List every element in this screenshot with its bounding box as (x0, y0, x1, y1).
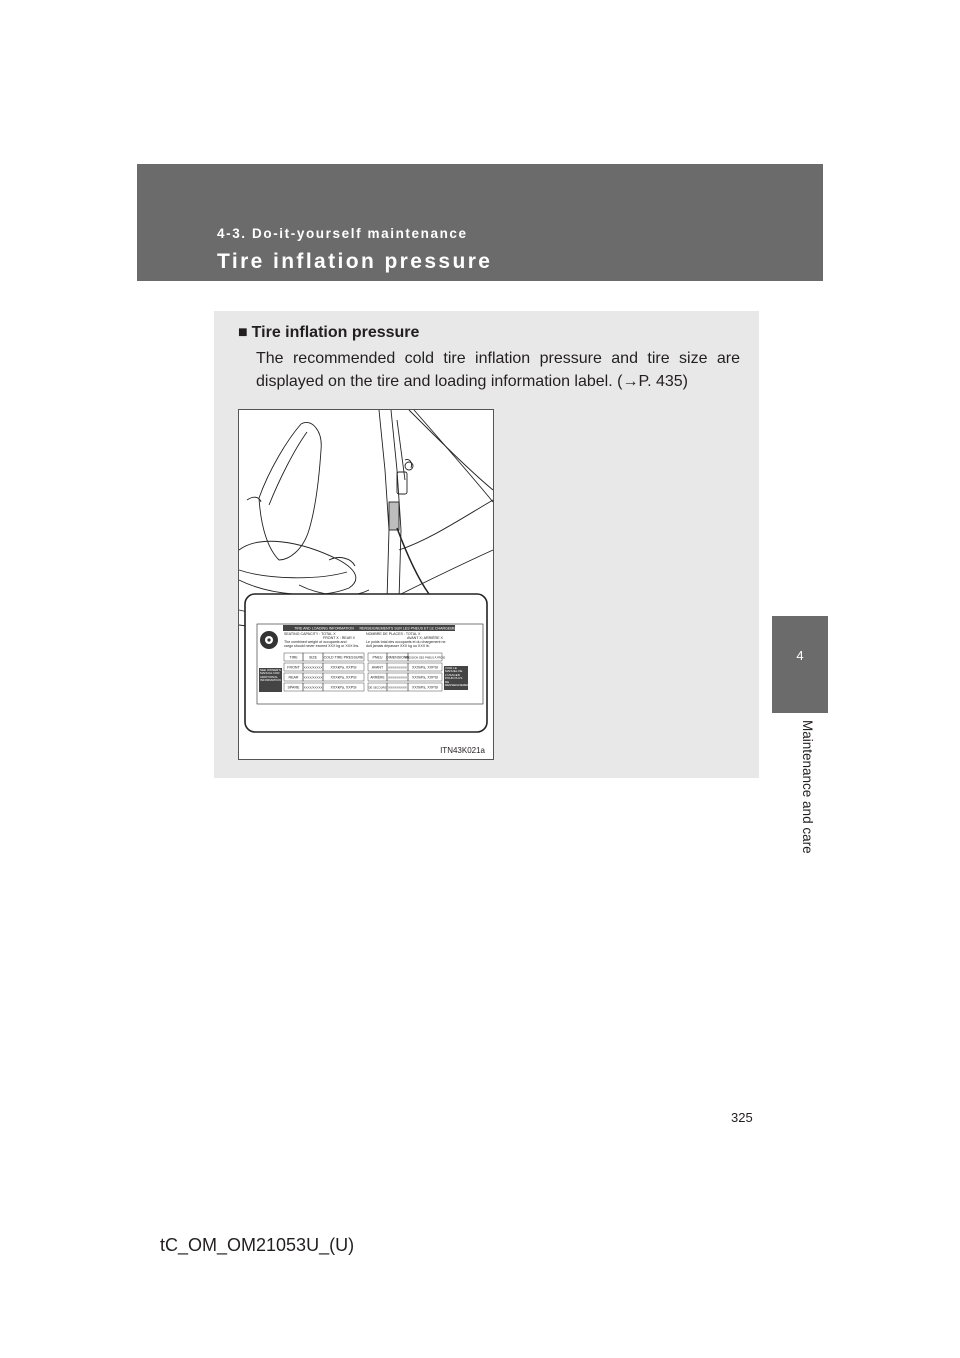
content-box (214, 311, 759, 778)
label-title-fr: RENSEIGNEMENTS SUR LES PNEUS ET LE CHARGEMENT (359, 626, 461, 631)
row-avant: AVANT (371, 665, 384, 670)
seating-fr-1: NOMBRE DE PLACES : TOTAL X (366, 632, 421, 636)
chapter-tab (772, 616, 828, 713)
hdr-pneu: PNEU (372, 655, 383, 660)
row-spare-pressure: XXXkPa, XXPSI (330, 685, 357, 690)
page-number: 325 (731, 1110, 753, 1125)
weight-en-2: cargo should never exceed XXX kg or XXX lbs. (284, 644, 360, 648)
row-rear-size: XXXX/XXXXX (303, 675, 323, 680)
row-spare-size: XXXX/XXXXX (303, 685, 323, 690)
subsection-heading (238, 324, 419, 342)
door-pillar-illustration (239, 410, 493, 759)
heading-marker: ■ (238, 324, 248, 341)
heading-text: Tire inflation pressure (251, 324, 420, 341)
see-manual-en: SEE OWNER'S MANUAL FOR ADDITIONAL INFORMATION (260, 668, 281, 683)
weight-fr-2: doit jamais dépasser XXX kg ou XXX lb. (366, 644, 430, 648)
row-front-pressure: XXXkPa, XXPSI (330, 665, 357, 670)
seating-en-2: FRONT X : REAR X (323, 636, 356, 640)
see-manual-fr: VOIR LE MANUEL DE L'USAGER POUR PLUS DE RENSEIGNEMENTS (445, 666, 474, 688)
tire-label-figure (238, 409, 494, 760)
hdr-tire: TIRE (289, 655, 298, 660)
row-rear-pressure: XXXkPa, XXPSI (330, 675, 357, 680)
body-paragraph: The recommended cold tire inflation pressure and tire size are displayed on the tire and loading information label. (→P. 435) (256, 350, 740, 390)
row-secours-pressure: XXXkPa, XXPSI (412, 685, 438, 690)
hdr-dimensions: DIMENSIONS (386, 655, 409, 660)
tire-loading-label (257, 624, 483, 704)
row-avant-size: XXXX/XXXXX (388, 665, 407, 670)
row-arriere-pressure: XXXkPa, XXPSI (412, 675, 438, 680)
figure-id: ITN43K021a (440, 746, 485, 755)
weight-en-1: The combined weight of occupants and (284, 640, 347, 644)
pillar-label-marker (389, 502, 399, 530)
label-title-en: TIRE AND LOADING INFORMATION (294, 626, 354, 631)
row-rear: REAR (288, 675, 299, 680)
section-header (137, 164, 823, 281)
row-secours: DE SECOURS (368, 686, 387, 690)
hdr-size: SIZE (309, 655, 317, 660)
row-secours-size: XXXX/XXXXX (388, 685, 407, 690)
row-avant-pressure: XXXkPa, XXPSI (412, 665, 438, 670)
hdr-pressure: COLD TIRE PRESSURE (323, 655, 364, 660)
seating-en-1: SEATING CAPACITY : TOTAL X (284, 632, 336, 636)
chapter-number: 4 (796, 648, 804, 663)
section-label: 4-3. Do-it-yourself maintenance (217, 226, 468, 241)
row-arriere-size: XXXX/XXXXX (388, 675, 407, 680)
seating-fr-2: AVANT X; ARRIÈRE X (407, 636, 443, 640)
row-front-size: XXXX/XXXXX (303, 665, 323, 670)
chapter-label: Maintenance and care (800, 720, 815, 854)
document-code: tC_OM_OM21053U_(U) (160, 1235, 355, 1255)
weight-fr-1: Le poids total des occupants et du chargement ne (366, 640, 446, 644)
row-spare: SPARE (287, 685, 300, 690)
row-front: FRONT (287, 665, 300, 670)
page-title: Tire inflation pressure (217, 250, 493, 273)
hdr-pression: PRESSION DES PNEUS À FROID (404, 656, 446, 660)
row-arriere: ARRIÈRE (370, 675, 385, 680)
